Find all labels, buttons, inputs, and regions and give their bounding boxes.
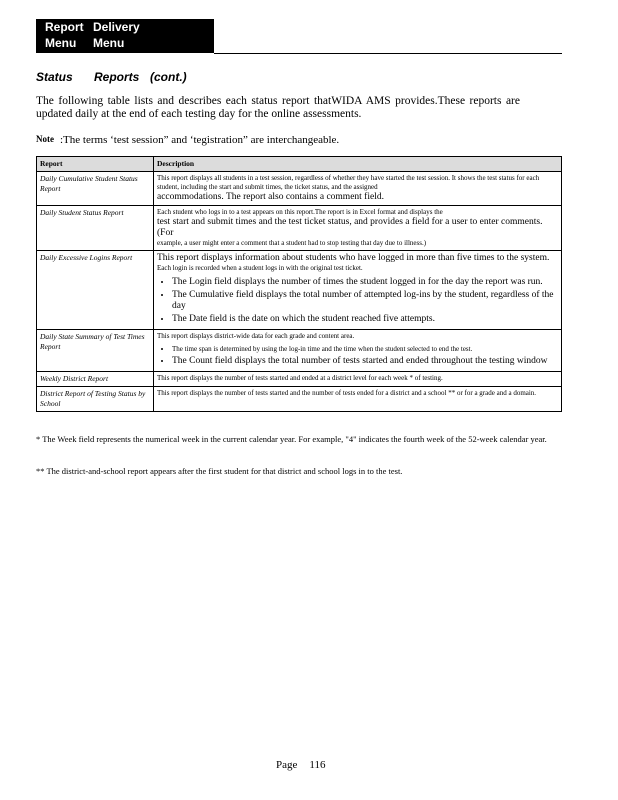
header-rule bbox=[214, 53, 562, 54]
intro-paragraph: The following table lists and describes each status report thatWIDA AMS provides.These reports are updated daily at the end of each testing day for the online assessments. bbox=[36, 95, 520, 120]
desc-text: accommodations. The report also contains a comment field. bbox=[157, 192, 384, 202]
section-word-2: Reports bbox=[94, 70, 140, 84]
status-report-table bbox=[36, 156, 562, 412]
table-header-row bbox=[37, 157, 562, 172]
page-number bbox=[276, 759, 325, 771]
menu-sub-label-2: Menu bbox=[93, 36, 125, 50]
report-name: Daily Cumulative Student Status Report bbox=[37, 172, 154, 206]
section-word-1: Status bbox=[36, 70, 73, 84]
page-label: Page bbox=[276, 759, 298, 771]
bullet-item: • The Date field is the date on which the student reached five attempts. bbox=[172, 314, 558, 325]
report-name: Weekly District Report bbox=[37, 372, 154, 387]
menu-sub-label-1: Menu bbox=[45, 36, 77, 50]
report-description bbox=[154, 206, 562, 251]
bullet-list bbox=[157, 277, 558, 325]
table-row bbox=[37, 372, 562, 387]
report-description bbox=[154, 251, 562, 330]
table-row bbox=[37, 330, 562, 372]
section-word-3: (cont.) bbox=[150, 70, 187, 84]
menu-label-report: Report bbox=[45, 20, 84, 34]
table-row bbox=[37, 206, 562, 251]
bullet-item: • The Count field displays the total number of tests started and ended throughout the testing window bbox=[172, 356, 558, 367]
report-description: This report displays the number of tests started and ended at a district level for each week * of testing. bbox=[154, 372, 562, 387]
menu-label-delivery: Delivery bbox=[93, 20, 140, 34]
report-name: District Report of Testing Status by School bbox=[37, 387, 154, 412]
table-row bbox=[37, 387, 562, 412]
note-line bbox=[36, 134, 339, 146]
report-description: This report displays the number of tests started and the number of tests ended for a district and a school ** or for a grade and a domain. bbox=[154, 387, 562, 412]
menu-header-box bbox=[36, 19, 214, 53]
report-description bbox=[154, 330, 562, 372]
desc-text: This report displays district-wide data for each grade and content area. bbox=[157, 332, 355, 340]
desc-text: This report displays all students in a test session, regardless of whether they have started the test session. It shows the test status for each student, including the start and submit times, the ticket status, and the assigned bbox=[157, 174, 540, 191]
desc-text: test start and submit times and the test ticket status, and provides a field for a user to enter comments. (For bbox=[157, 217, 543, 238]
note-label: Note bbox=[36, 134, 54, 144]
bullet-item: • The time span is determined by using the log-in time and the time when the student selected to end the test. bbox=[172, 345, 558, 354]
footnote-week: * The Week field represents the numerical week in the current calendar year. For example, "4" indicates the fourth week of the 52-week calendar year. bbox=[36, 434, 547, 444]
bullet-list bbox=[157, 345, 558, 367]
report-name: Daily State Summary of Test Times Report bbox=[37, 330, 154, 372]
desc-text: Each login is recorded when a student logs in with the original test ticket. bbox=[157, 264, 363, 272]
report-description bbox=[154, 172, 562, 206]
table-row bbox=[37, 251, 562, 330]
desc-text: example, a user might enter a comment that a student had to stop testing that day due to illness.) bbox=[157, 239, 427, 247]
footnote-district-school: ** The district-and-school report appears after the first student for that district and school logs in to the test. bbox=[36, 466, 403, 476]
table-row bbox=[37, 172, 562, 206]
note-text: :The terms ‘test session” and ‘tegistration” are interchangeable. bbox=[60, 134, 340, 146]
bullet-item: • The Cumulative field displays the total number of attempted log-ins by the student, regardless of the day bbox=[172, 290, 558, 312]
header-description: Description bbox=[154, 157, 562, 172]
header-report: Report bbox=[37, 157, 154, 172]
report-name: Daily Student Status Report bbox=[37, 206, 154, 251]
desc-text: Each student who logs in to a test appears on this report.The report is in Excel format and displays the bbox=[157, 208, 443, 216]
desc-text: This report displays information about students who have logged in more than five times to the system. bbox=[157, 253, 550, 263]
page-value: 116 bbox=[309, 759, 326, 771]
bullet-item: • The Login field displays the number of times the student logged in for the day the report was run. bbox=[172, 277, 558, 288]
section-title bbox=[36, 70, 187, 84]
report-name: Daily Excessive Logins Report bbox=[37, 251, 154, 330]
